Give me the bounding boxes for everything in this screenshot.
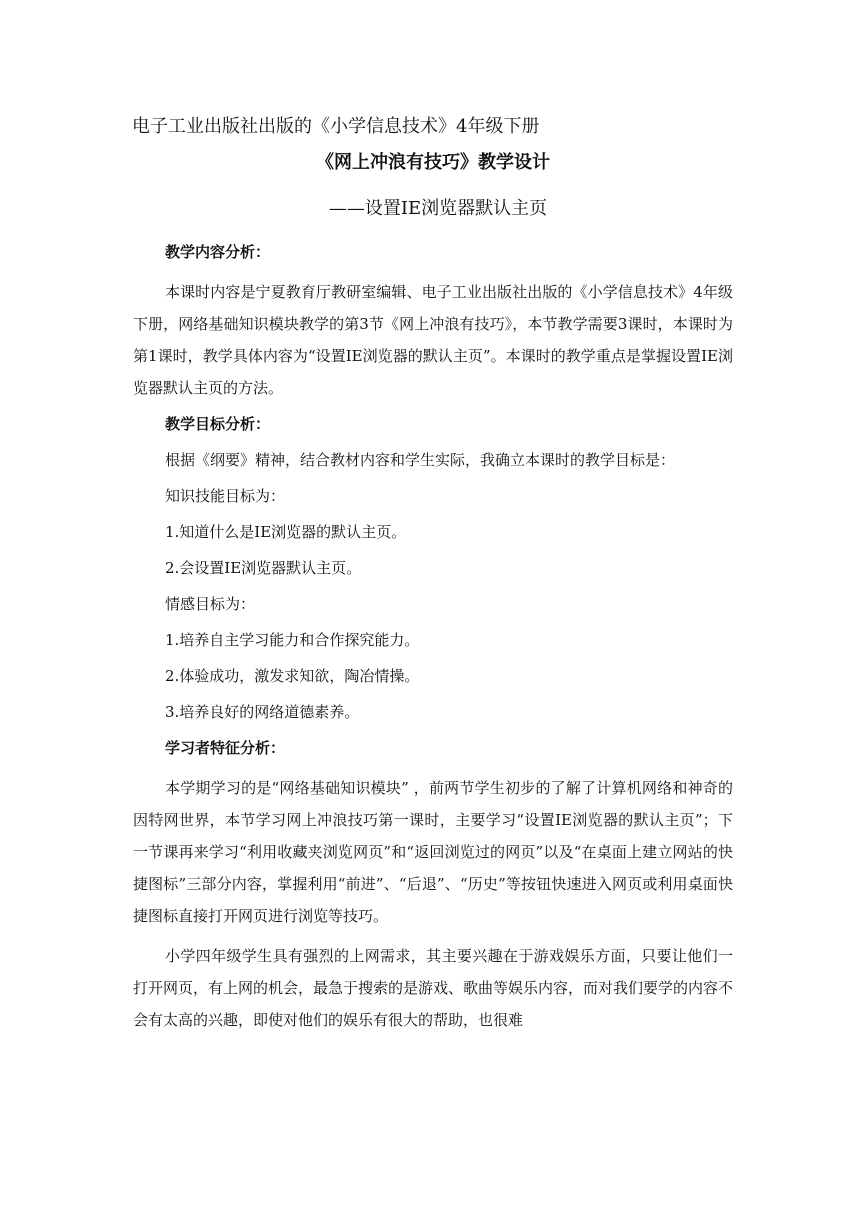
emotion-item: 2.体验成功，激发求知欲，陶冶情操。 <box>165 667 420 685</box>
learner-analysis-paragraph: 小学四年级学生具有强烈的上网需求，其主要兴趣在于游戏娱乐方面，只要让他们一打开网页，有上网的机会，最急于搜索的是游戏、歌曲等娱乐内容，而对我们要学的内容不会有太高的兴趣，即使对他们的娱乐有很大的帮助，也很难 <box>133 947 734 1029</box>
document-body <box>133 112 733 1040</box>
document-subtitle: ——设置IE浏览器默认主页 <box>328 198 548 219</box>
objective-intro: 根据《纲要》精神，结合教材内容和学生实际，我确立本课时的教学目标是： <box>165 451 676 469</box>
emotion-item: 3.培养良好的网络道德素养。 <box>165 703 360 721</box>
knowledge-skill-label: 知识技能目标为： <box>165 487 286 505</box>
book-info-line: 电子工业出版社出版的《小学信息技术》4年级下册 <box>132 116 540 137</box>
knowledge-item: 1.知道什么是IE浏览器的默认主页。 <box>165 523 407 541</box>
emotion-item: 1.培养自主学习能力和合作探究能力。 <box>165 631 420 649</box>
objective-analysis-heading: 教学目标分析： <box>165 415 271 433</box>
document-title: 《网上冲浪有技巧》教学设计 <box>316 152 550 173</box>
content-analysis-paragraph: 本课时内容是宁夏教育厅教研室编辑、电子工业出版社出版的《小学信息技术》4年级下册，网络基础知识模块教学的第3节《网上冲浪有技巧》，本节教学需要3课时，本课时为第1课时，教学具体内容为“设置IE浏览器的默认主页”。本课时的教学重点是掌握设置IE浏览器默认主页的方法。 <box>133 283 733 397</box>
learner-analysis-heading: 学习者特征分析： <box>165 739 286 757</box>
learner-analysis-paragraph: 本学期学习的是“网络基础知识模块” ，前两节学生初步的了解了计算机网络和神奇的因特网世界，本节学习网上冲浪技巧第一课时，主要学习“设置IE浏览器的默认主页”；下一节课再来学习“利用收藏夹浏览网页”和“返回浏览过的网页”以及“在桌面上建立网站的快捷图标”三部分内容，掌握利用“前进”、“后退”、“历史”等按钮快速进入网页或利用桌面快捷图标直接打开网页进行浏览等技巧。 <box>133 779 733 925</box>
content-analysis-heading: 教学内容分析： <box>165 243 271 261</box>
knowledge-item: 2.会设置IE浏览器默认主页。 <box>165 559 362 577</box>
emotion-goal-label: 情感目标为： <box>165 595 256 613</box>
